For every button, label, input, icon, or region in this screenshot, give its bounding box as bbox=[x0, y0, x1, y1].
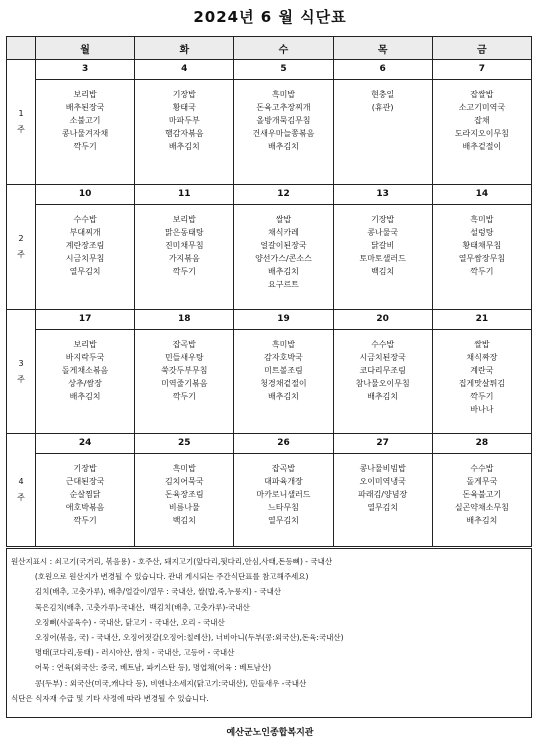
menu-items bbox=[36, 454, 134, 527]
menu-item: 느타무침 bbox=[268, 503, 299, 512]
day-cell bbox=[234, 185, 333, 310]
menu-item: 근대된장국 bbox=[65, 477, 105, 486]
menu-item: 양선가스/콘소스 bbox=[255, 254, 312, 263]
menu-item: 보리밥 bbox=[73, 340, 97, 349]
menu-items bbox=[135, 454, 233, 527]
menu-table bbox=[6, 36, 532, 547]
day-number: 19 bbox=[234, 310, 332, 330]
menu-items bbox=[433, 205, 531, 278]
note-line: 원산지표시 : 쇠고기(국거리, 볶음용) - 호주산, 돼지고기(앞다리,뒷다리,안심,사태,돈등뼈) - 국내산 bbox=[11, 557, 333, 566]
menu-item: 기장밥 bbox=[172, 90, 196, 99]
day-number: 12 bbox=[234, 185, 332, 205]
page-title: 2024년 6 월 식단표 bbox=[193, 8, 347, 26]
menu-item: 김치어묵국 bbox=[164, 477, 204, 486]
menu-items bbox=[334, 330, 432, 403]
menu-item: 쑥갓두부무침 bbox=[161, 366, 208, 375]
day-cell bbox=[36, 310, 135, 434]
menu-item: 집게맛살튀김 bbox=[458, 379, 506, 388]
menu-items bbox=[36, 205, 134, 278]
menu-item: 시금치무침 bbox=[65, 254, 105, 263]
menu-item: 비름나물 bbox=[168, 503, 200, 512]
menu-item: 백김치 bbox=[172, 516, 196, 525]
day-number: 10 bbox=[36, 185, 134, 205]
weeks-body bbox=[7, 60, 532, 547]
menu-item: 배추김치 bbox=[268, 392, 299, 401]
day-number: 26 bbox=[234, 434, 332, 454]
menu-item: 흑미밥 bbox=[470, 215, 494, 224]
menu-item: 시금치된장국 bbox=[359, 353, 406, 362]
menu-item: 돌게채소볶음 bbox=[61, 366, 109, 375]
day-cell bbox=[135, 434, 234, 547]
menu-item: (휴관) bbox=[371, 103, 394, 112]
menu-item: 열무김치 bbox=[268, 516, 299, 525]
menu-item: 열무김치 bbox=[69, 267, 101, 276]
header-day-thu: 목 bbox=[333, 37, 432, 60]
menu-item: 파래김/양념장 bbox=[358, 490, 408, 499]
menu-item: 콩나물국 bbox=[367, 228, 399, 237]
day-cell bbox=[36, 434, 135, 547]
menu-item: 요구르트 bbox=[268, 280, 299, 289]
week-label: 4 주 bbox=[7, 434, 36, 547]
day-number: 4 bbox=[135, 60, 233, 80]
menu-item: 바나나 bbox=[470, 405, 494, 414]
note-line: 명태(코다리,동태) - 러시아산, 쌈치 - 국내산, 고등어 - 국내산 bbox=[11, 648, 235, 658]
note-line: (호원으로 원산지가 변경될 수 있습니다. 관내 게시되는 주간식단표를 참고해주세요) bbox=[11, 572, 309, 582]
menu-item: 잡쌀밥 bbox=[470, 90, 494, 99]
header-corner bbox=[7, 37, 36, 60]
menu-item: 민들새우탕 bbox=[164, 353, 204, 362]
day-number: 11 bbox=[135, 185, 233, 205]
header-day-tue: 화 bbox=[135, 37, 234, 60]
menu-items bbox=[234, 454, 332, 527]
note-line: 콩(두부) : 외국산(미국,캐나다 등), 비엔나소세지(닭고기:국내산), 민들새우 -국내산 bbox=[11, 678, 307, 688]
day-cell bbox=[333, 434, 432, 547]
menu-item: 올방개묵김무침 bbox=[256, 116, 311, 125]
menu-item: 채식카레 bbox=[268, 228, 299, 237]
day-cell bbox=[36, 60, 135, 185]
menu-item: 대파육개장 bbox=[264, 477, 303, 486]
menu-item: 참나물오이무침 bbox=[355, 379, 410, 388]
menu-item: 현충일 bbox=[371, 90, 395, 99]
menu-items bbox=[433, 454, 531, 527]
menu-item: 미트볼조림 bbox=[264, 366, 303, 375]
menu-item: 상추/쌈장 bbox=[68, 379, 102, 388]
menu-item: 돈육고추장찌개 bbox=[256, 103, 311, 112]
menu-item: 가지볶음 bbox=[168, 254, 200, 263]
menu-items bbox=[234, 330, 332, 403]
menu-item: 깍두기 bbox=[172, 392, 196, 401]
day-cell bbox=[432, 60, 531, 185]
day-number: 18 bbox=[135, 310, 233, 330]
menu-item: 깍두기 bbox=[172, 267, 196, 276]
menu-item: 황태채무침 bbox=[462, 241, 502, 250]
menu-items bbox=[36, 330, 134, 403]
menu-item: 수수밥 bbox=[371, 340, 395, 349]
menu-item: 배추김치 bbox=[268, 142, 299, 151]
menu-item: 계란국 bbox=[470, 366, 494, 375]
menu-item: 보리밥 bbox=[172, 215, 196, 224]
day-cell bbox=[333, 310, 432, 434]
day-number: 24 bbox=[36, 434, 134, 454]
menu-item: 배추김치 bbox=[466, 516, 498, 525]
week-label: 1 주 bbox=[7, 60, 36, 185]
menu-items bbox=[135, 330, 233, 403]
week-row bbox=[7, 60, 532, 185]
day-cell bbox=[432, 185, 531, 310]
menu-item: 배추김치 bbox=[168, 142, 200, 151]
day-cell bbox=[234, 434, 333, 547]
menu-item: 감자호박국 bbox=[264, 353, 303, 362]
day-number: 6 bbox=[334, 60, 432, 80]
menu-items bbox=[334, 454, 432, 514]
menu-item: 코다리무조림 bbox=[359, 366, 406, 375]
menu-items bbox=[334, 205, 432, 278]
menu-item: 기장밥 bbox=[73, 464, 97, 473]
menu-item: 마카로니샐러드 bbox=[256, 490, 311, 499]
menu-item: 배추김치 bbox=[69, 392, 101, 401]
menu-item: 계란장조림 bbox=[65, 241, 105, 250]
menu-item: 쌀밥 bbox=[474, 340, 490, 349]
day-cell bbox=[333, 185, 432, 310]
menu-item: 수수밥 bbox=[470, 464, 494, 473]
header-row bbox=[7, 37, 532, 60]
day-cell bbox=[432, 434, 531, 547]
menu-item: 미역줄기볶음 bbox=[161, 379, 208, 388]
menu-item: 백김치 bbox=[371, 267, 395, 276]
menu-item: 깍두기 bbox=[470, 267, 494, 276]
menu-item: 배추된장국 bbox=[65, 103, 105, 112]
menu-items bbox=[234, 205, 332, 291]
menu-items bbox=[135, 80, 233, 153]
menu-item: 깍두기 bbox=[470, 392, 494, 401]
day-number: 3 bbox=[36, 60, 134, 80]
menu-item: 열무쌈장무침 bbox=[458, 254, 506, 263]
menu-item: 잡채 bbox=[474, 116, 490, 125]
menu-item: 돈육불고기 bbox=[462, 490, 502, 499]
menu-item: 순살찜닭 bbox=[69, 490, 101, 499]
menu-item: 청경채겉절이 bbox=[260, 379, 307, 388]
day-number: 28 bbox=[433, 434, 531, 454]
menu-item: 수수밥 bbox=[73, 215, 97, 224]
menu-item: 부대찌개 bbox=[69, 228, 101, 237]
menu-item: 진미채무침 bbox=[164, 241, 204, 250]
menu-item: 닭갈비 bbox=[371, 241, 395, 250]
menu-item: 콩나물비빔밥 bbox=[359, 464, 406, 473]
menu-items bbox=[334, 80, 432, 114]
day-number: 21 bbox=[433, 310, 531, 330]
header-day-wed: 수 bbox=[234, 37, 333, 60]
menu-item: 흑미밥 bbox=[172, 464, 196, 473]
week-row bbox=[7, 434, 532, 547]
menu-item: 깍두기 bbox=[73, 142, 97, 151]
note-line: 묵은김치(배추, 고춧가루)-국내산, 백김치(배추, 고춧가루)-국내산 bbox=[11, 602, 250, 612]
menu-item: 소고기미역국 bbox=[458, 103, 506, 112]
menu-item: 실곤약채소무침 bbox=[454, 503, 509, 512]
day-number: 5 bbox=[234, 60, 332, 80]
menu-item: 기장밥 bbox=[371, 215, 395, 224]
footer-org-name: 예산군노인종합복지관 bbox=[226, 728, 314, 738]
note-line: 김치(배추, 고춧가루), 배추/얼갈이/열무 : 국내산, 쌀(밥,죽,누룽지) - 국내산 bbox=[11, 587, 282, 597]
menu-item: 콩나물겨자채 bbox=[61, 129, 109, 138]
menu-item: 쌀밥 bbox=[275, 215, 292, 224]
day-number: 17 bbox=[36, 310, 134, 330]
day-cell bbox=[234, 60, 333, 185]
menu-item: 토마토샐러드 bbox=[359, 254, 406, 263]
menu-item: 열무김치 bbox=[367, 503, 399, 512]
day-cell bbox=[234, 310, 333, 434]
menu-item: 오이미역냉국 bbox=[359, 477, 406, 486]
note-line: 어묵 : 연육(외국산: 중국, 베트남, 파키스탄 등), 명엽채(어육 : 베트남산) bbox=[11, 663, 272, 673]
week-row bbox=[7, 310, 532, 434]
menu-item: 흑미밥 bbox=[271, 90, 296, 99]
menu-items bbox=[135, 205, 233, 278]
menu-item: 도라지오이무침 bbox=[454, 129, 509, 138]
menu-items bbox=[36, 80, 134, 153]
menu-item: 바지락두국 bbox=[65, 353, 105, 362]
menu-item: 소불고기 bbox=[69, 116, 101, 125]
note-line: 오징뼈(사골육수) - 국내산, 닭고기 - 국내산, 오리 - 국내산 bbox=[11, 617, 225, 627]
day-cell bbox=[333, 60, 432, 185]
week-label: 3 주 bbox=[7, 310, 36, 434]
menu-item: 맑은동태탕 bbox=[164, 228, 204, 237]
origin-notes bbox=[6, 548, 532, 718]
day-cell bbox=[135, 60, 234, 185]
week-label: 2 주 bbox=[7, 185, 36, 310]
menu-item: 황태국 bbox=[172, 103, 196, 112]
note-line: 식단은 식자재 수급 및 기타 사정에 따라 변경될 수 있습니다. bbox=[11, 693, 209, 703]
day-cell bbox=[135, 185, 234, 310]
day-number: 25 bbox=[135, 434, 233, 454]
day-number: 27 bbox=[334, 434, 432, 454]
menu-item: 애호박볶음 bbox=[65, 503, 105, 512]
header-day-mon: 월 bbox=[36, 37, 135, 60]
day-number: 20 bbox=[334, 310, 432, 330]
menu-item: 돈육장조림 bbox=[164, 490, 204, 499]
menu-item: 잡곡밥 bbox=[172, 340, 196, 349]
menu-item: 흑미밥 bbox=[271, 340, 296, 349]
menu-items bbox=[433, 330, 531, 416]
day-number: 7 bbox=[433, 60, 531, 80]
menu-item: 마파두부 bbox=[168, 116, 200, 125]
header-day-fri: 금 bbox=[432, 37, 531, 60]
menu-item: 건새우마늘쫑볶음 bbox=[252, 129, 315, 138]
menu-item: 보리밥 bbox=[73, 90, 97, 99]
menu-items bbox=[234, 80, 332, 153]
menu-items bbox=[433, 80, 531, 153]
menu-item: 설렁탕 bbox=[470, 228, 494, 237]
day-number: 14 bbox=[433, 185, 531, 205]
menu-item: 배추김치 bbox=[367, 392, 399, 401]
day-cell bbox=[135, 310, 234, 434]
menu-item: 돌게무국 bbox=[466, 477, 498, 486]
menu-item: 배추김치 bbox=[268, 267, 299, 276]
menu-item: 얼갈이된장국 bbox=[260, 241, 307, 250]
week-row bbox=[7, 185, 532, 310]
menu-item: 깍두기 bbox=[73, 516, 97, 525]
day-cell bbox=[432, 310, 531, 434]
day-cell bbox=[36, 185, 135, 310]
menu-item: 햄감자볶음 bbox=[164, 129, 204, 138]
menu-item: 채식짜장 bbox=[466, 353, 498, 362]
menu-item: 배추겉절이 bbox=[462, 142, 502, 151]
day-number: 13 bbox=[334, 185, 432, 205]
menu-item: 잡곡밥 bbox=[271, 464, 296, 473]
note-line: 오징어(볶음, 국) - 국내산, 오징어젓갈(오징어:칠레산), 너비아니(두부(콩:외국산),돈육:국내산) bbox=[11, 633, 344, 643]
